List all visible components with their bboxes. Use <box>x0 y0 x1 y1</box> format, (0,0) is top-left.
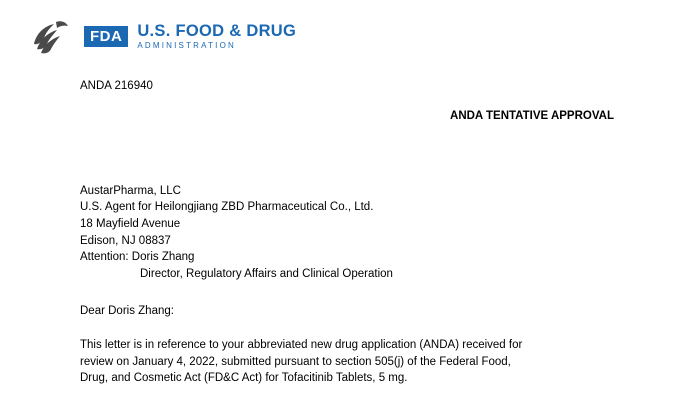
agency-title: U.S. FOOD & DRUG <box>137 22 297 41</box>
letterhead <box>28 14 296 60</box>
document-body <box>80 78 620 387</box>
address-line: AustarPharma, LLC <box>80 184 181 197</box>
fda-wordmark <box>84 23 296 51</box>
agency-subtitle: ADMINISTRATION <box>137 41 236 51</box>
paragraph-line: Drug, and Cosmetic Act (FD&C Act) for Tofacitinib Tablets, 5 mg. <box>80 372 408 385</box>
address-line: 18 Mayfield Avenue <box>80 218 181 230</box>
hhs-seal-icon <box>28 14 74 60</box>
address-line: Edison, NJ 08837 <box>80 234 171 247</box>
recipient-address <box>80 183 620 283</box>
approval-type-heading: ANDA TENTATIVE APPROVAL <box>450 110 614 123</box>
address-line: Attention: Doris Zhang <box>80 251 195 264</box>
address-line-title: Director, Regulatory Affairs and Clinical Operation <box>140 268 393 281</box>
address-line: U.S. Agent for Heilongjiang ZBD Pharmaceutical Co., Ltd. <box>80 201 374 214</box>
body-paragraph <box>80 337 620 387</box>
application-number: ANDA 216940 <box>80 80 153 92</box>
salutation: Dear Doris Zhang: <box>80 304 174 317</box>
fda-badge: FDA <box>84 26 128 47</box>
paragraph-line: This letter is in reference to your abbreviated new drug application (ANDA) received for <box>80 339 523 352</box>
paragraph-line: review on January 4, 2022, submitted pursuant to section 505(j) of the Federal Food, <box>80 355 511 368</box>
